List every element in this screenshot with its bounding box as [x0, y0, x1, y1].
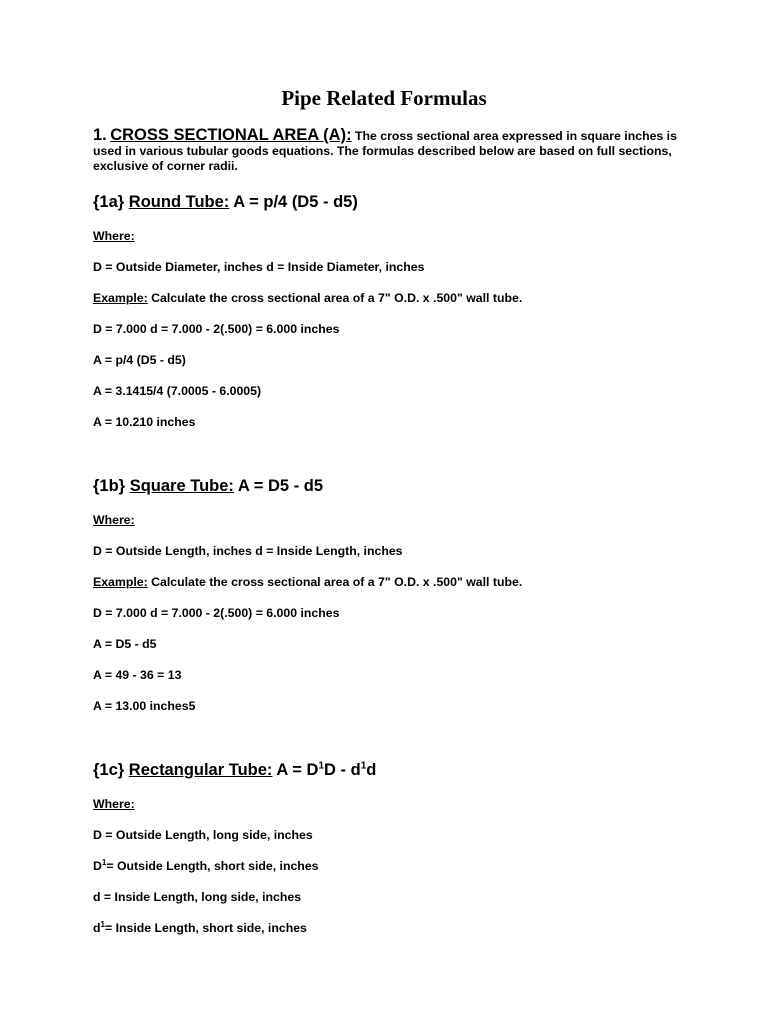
section-1b-step: A = D5 - d5 — [93, 637, 157, 651]
section-1a-where: Where: — [93, 229, 135, 243]
section-1a-example — [93, 291, 522, 305]
section-1a-name: Round Tube: — [128, 193, 230, 211]
section-1c-definition: d = Inside Length, long side, inches — [93, 890, 302, 904]
section-1a-step: A = p/4 (D5 - d5) — [93, 353, 186, 367]
page-title: Pipe Related Formulas — [281, 86, 487, 110]
intro-paragraph — [93, 128, 683, 174]
section-1a-formula: A = p/4 (D5 - d5) — [233, 193, 358, 211]
section-1c-definition: $d^1=$ Inside Length, short side, inches — [93, 919, 307, 935]
section-1c-formula: $A = D^1D - d^1d$ — [276, 760, 377, 779]
section-1c-tag: {1c} — [93, 761, 125, 779]
section-1b-step: A = 49 - 36 = 13 — [93, 668, 182, 682]
intro-text: The cross sectional area expressed in square inches is used in various tubular goods equations. The formulas described below are based on full sections, exclusive of corner radii. — [93, 129, 677, 173]
section-1b-tag: {1b} — [93, 477, 126, 495]
intro-number: 1. — [93, 126, 107, 144]
section-1b-example — [93, 575, 522, 589]
section-1a-definition: D = Outside Diameter, inches d = Inside Diameter, inches — [93, 260, 425, 274]
section-1b-step: A = 13.00 inches5 — [93, 699, 196, 713]
section-1b-example-text: Calculate the cross sectional area of a 7" O.D. x .500" wall tube. — [151, 575, 523, 589]
section-1b-where: Where: — [93, 513, 135, 527]
section-1c-heading — [93, 761, 376, 780]
section-1c-definition: D = Outside Length, long side, inches — [93, 828, 313, 842]
section-1b-example-label: Example: — [93, 575, 148, 589]
section-1a-heading — [93, 193, 358, 212]
section-1a-step: D = 7.000 d = 7.000 - 2(.500) = 6.000 inches — [93, 322, 340, 336]
section-1c-name: Rectangular Tube: — [128, 761, 273, 779]
section-1c-where: Where: — [93, 797, 135, 811]
intro-heading: CROSS SECTIONAL AREA (A): — [110, 126, 352, 144]
section-1a-example-label: Example: — [93, 291, 148, 305]
section-1a-example-text: Calculate the cross sectional area of a 7" O.D. x .500" wall tube. — [151, 291, 523, 305]
section-1a-step: A = 3.1415/4 (7.0005 - 6.0005) — [93, 384, 262, 398]
section-1b-heading — [93, 477, 323, 496]
section-1b-name: Square Tube: — [129, 477, 234, 495]
section-1b-step: D = 7.000 d = 7.000 - 2(.500) = 6.000 inches — [93, 606, 340, 620]
section-1b-definition: D = Outside Length, inches d = Inside Length, inches — [93, 544, 403, 558]
section-1a-step: A = 10.210 inches — [93, 415, 196, 429]
section-1b-formula: A = D5 - d5 — [237, 477, 324, 495]
section-1a-tag: {1a} — [93, 193, 125, 211]
section-1c-definition: $D^1=$ Outside Length, short side, inches — [93, 857, 319, 873]
